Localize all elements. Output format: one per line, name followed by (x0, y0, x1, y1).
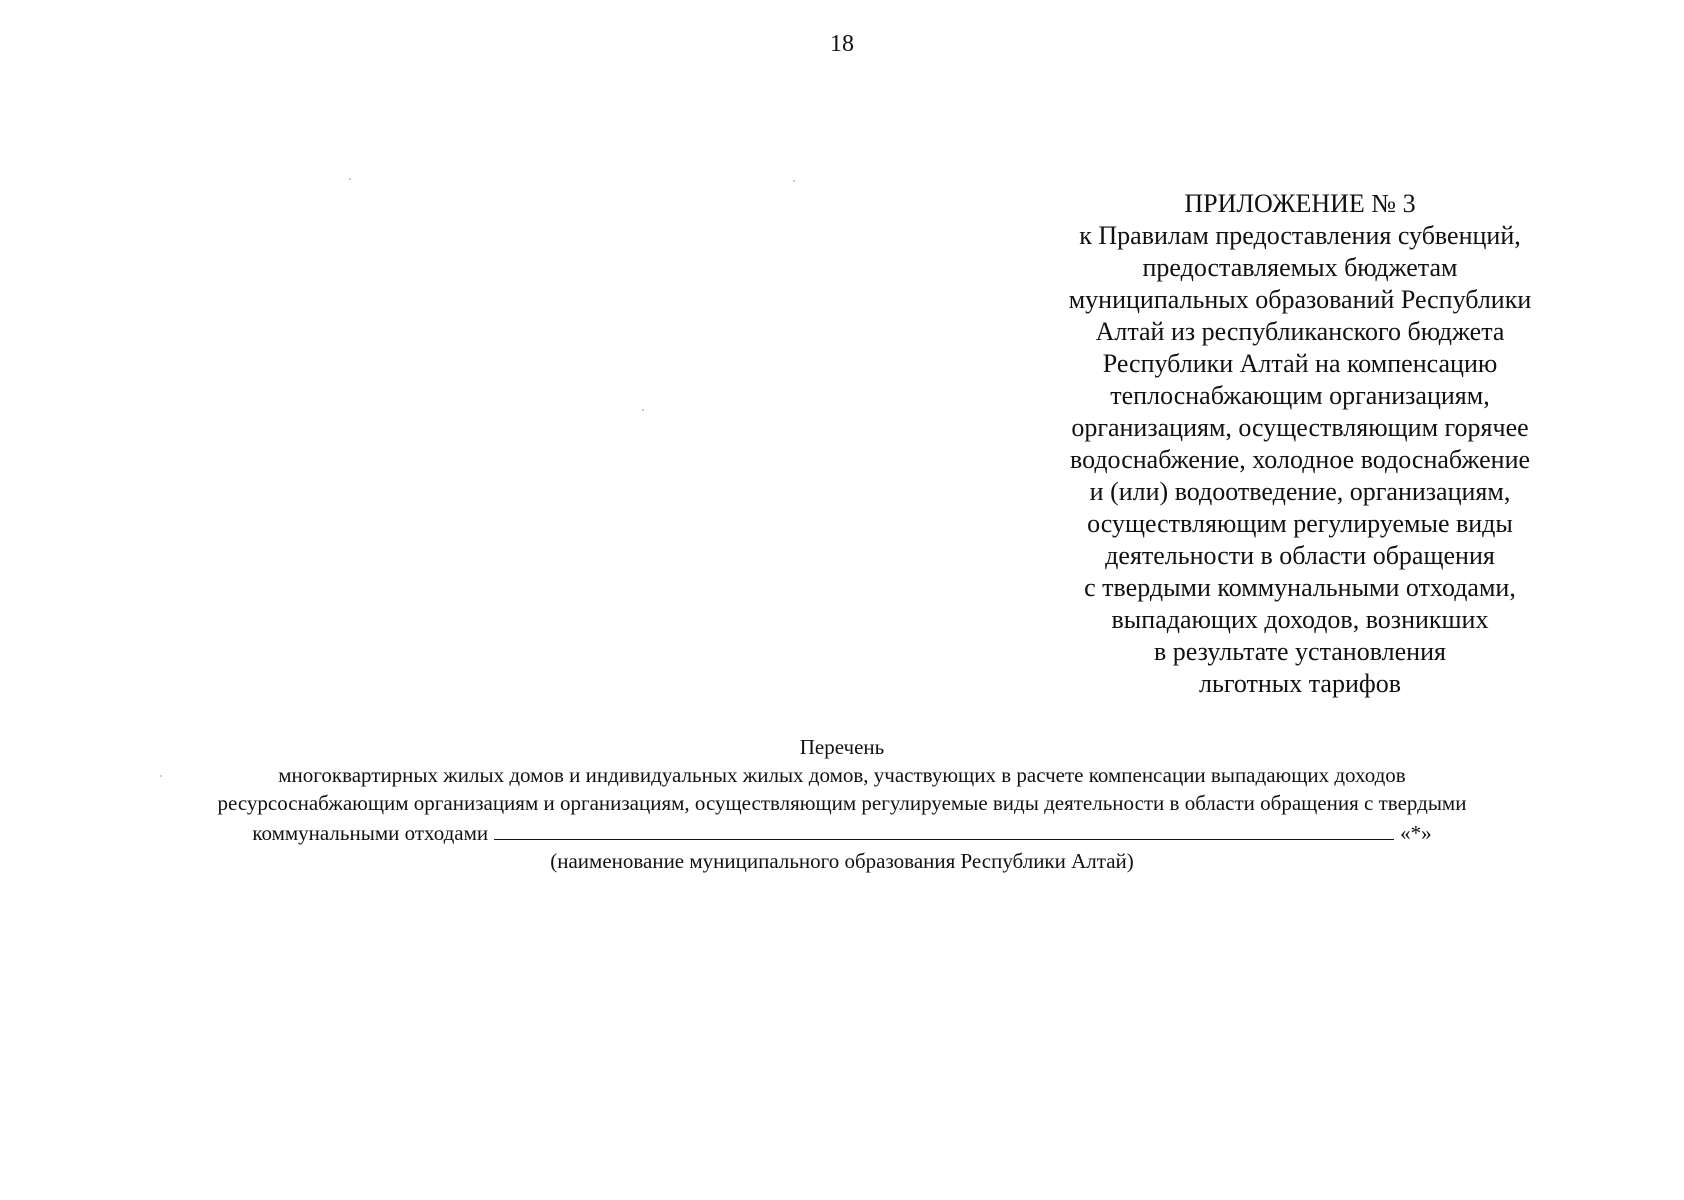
appendix-title: ПРИЛОЖЕНИЕ № 3 (1184, 189, 1416, 218)
list-subtitle-line: ресурсоснабжающим организациям и организациям, осуществляющим регулируемые виды деятельности в области обращения с твердыми (217, 791, 1467, 815)
appendix-line: водоснабжение, холодное водоснабжение (1069, 445, 1531, 474)
list-title-block (0, 733, 1684, 875)
municipality-name-hint: (наименование муниципального образования Республики Алтай) (550, 849, 1134, 873)
scan-speck (160, 775, 162, 777)
municipality-name-blank (494, 817, 1394, 840)
list-subtitle-line-fill (0, 817, 1684, 847)
appendix-line: муниципальных образований Республики (1068, 285, 1532, 314)
appendix-line: к Правилам предоставления субвенций, (1079, 221, 1521, 250)
list-heading: Перечень (799, 735, 885, 759)
appendix-line: с твердыми коммунальными отходами, (1084, 573, 1516, 602)
scan-speck (642, 409, 644, 411)
appendix-line: теплоснабжающим организациям, (1110, 381, 1490, 410)
appendix-line: осуществляющим регулируемые виды (1087, 509, 1513, 538)
appendix-line: предоставляемых бюджетам (1142, 253, 1458, 282)
appendix-header (1020, 188, 1580, 700)
list-subtitle-prefix: коммунальными отходами (252, 821, 489, 845)
page-number: 18 (830, 31, 854, 57)
appendix-line: организациям, осуществляющим горячее (1071, 413, 1529, 442)
appendix-line: деятельности в области обращения (1105, 541, 1495, 570)
appendix-line: и (или) водоотведение, организациям, (1089, 477, 1511, 506)
list-subtitle-line: многоквартирных жилых домов и индивидуальных жилых домов, участвующих в расчете компенсации выпадающих доходов (278, 763, 1406, 787)
appendix-line: Алтай из республиканского бюджета (1095, 317, 1505, 346)
appendix-line: льготных тарифов (1198, 669, 1401, 698)
appendix-line: в результате установления (1154, 637, 1446, 666)
appendix-line: Республики Алтай на компенсацию (1102, 349, 1498, 378)
scan-speck (349, 178, 351, 180)
scan-speck (793, 180, 795, 182)
footnote-mark: «*» (1400, 821, 1432, 845)
appendix-line: выпадающих доходов, возникших (1111, 605, 1489, 634)
